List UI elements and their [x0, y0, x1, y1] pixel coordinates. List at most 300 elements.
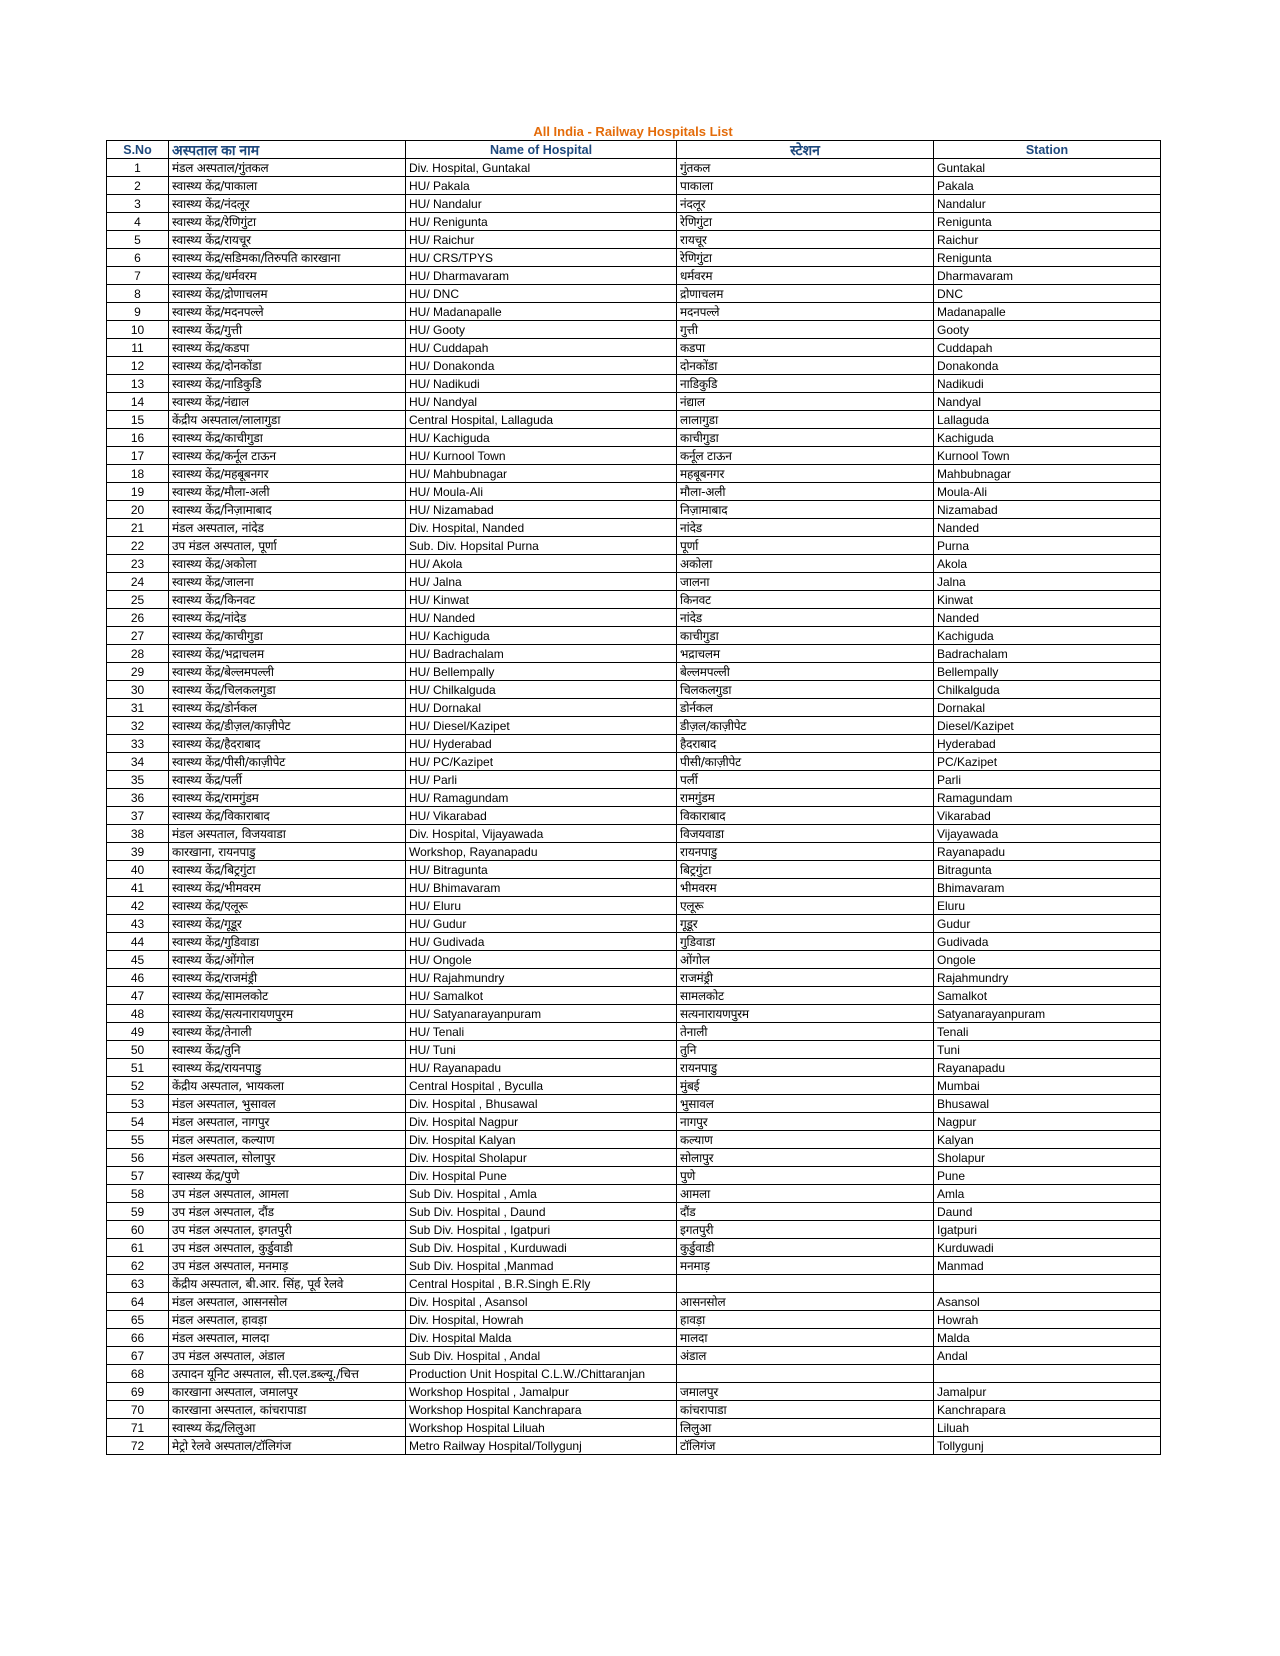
cell-name-english: HU/ Mahbubnagar: [406, 465, 677, 483]
cell-name-english: Sub Div. Hospital , Daund: [406, 1203, 677, 1221]
cell-name-english: HU/ Gudur: [406, 915, 677, 933]
cell-name-hindi: मंडल अस्पताल, कल्याण: [169, 1131, 406, 1149]
table-row: [107, 393, 1161, 411]
cell-station-hindi: नंदलूर: [677, 195, 934, 213]
cell-name-english: Central Hospital , B.R.Singh E.Rly: [406, 1275, 677, 1293]
cell-name-hindi: उप मंडल अस्पताल, पूर्णा: [169, 537, 406, 555]
cell-station-hindi: कडपा: [677, 339, 934, 357]
cell-station-english: Guntakal: [934, 159, 1161, 177]
cell-station-hindi: [677, 1365, 934, 1383]
cell-station-english: Kinwat: [934, 591, 1161, 609]
cell-station-english: Kachiguda: [934, 627, 1161, 645]
cell-station-hindi: नंद्याल: [677, 393, 934, 411]
cell-station-english: Rajahmundry: [934, 969, 1161, 987]
cell-name-hindi: स्वास्थ्य केंद्र/नांदेड: [169, 609, 406, 627]
cell-name-hindi: स्वास्थ्य केंद्र/काचीगुडा: [169, 429, 406, 447]
cell-station-english: Kanchrapara: [934, 1401, 1161, 1419]
cell-name-english: Sub Div. Hospital , Amla: [406, 1185, 677, 1203]
cell-name-english: HU/ Madanapalle: [406, 303, 677, 321]
cell-sno: 40: [107, 861, 169, 879]
cell-name-english: HU/ Nandyal: [406, 393, 677, 411]
cell-station-hindi: कल्याण: [677, 1131, 934, 1149]
cell-name-english: HU/ Badrachalam: [406, 645, 677, 663]
cell-station-english: Parli: [934, 771, 1161, 789]
table-row: [107, 1311, 1161, 1329]
cell-station-english: Nanded: [934, 519, 1161, 537]
cell-station-hindi: हैदराबाद: [677, 735, 934, 753]
cell-sno: 2: [107, 177, 169, 195]
cell-station-english: Daund: [934, 1203, 1161, 1221]
cell-name-hindi: स्वास्थ्य केंद्र/नाडिकुडि: [169, 375, 406, 393]
cell-name-hindi: उप मंडल अस्पताल, दौंड: [169, 1203, 406, 1221]
cell-station-hindi: [677, 1275, 934, 1293]
cell-sno: 65: [107, 1311, 169, 1329]
cell-station-english: Badrachalam: [934, 645, 1161, 663]
cell-station-hindi: इगतपुरी: [677, 1221, 934, 1239]
cell-sno: 55: [107, 1131, 169, 1149]
cell-name-hindi: कारखाना अस्पताल, कांचरापाडा: [169, 1401, 406, 1419]
cell-station-english: Rayanapadu: [934, 843, 1161, 861]
cell-sno: 4: [107, 213, 169, 231]
cell-station-hindi: बिट्रगुंटा: [677, 861, 934, 879]
cell-name-hindi: स्वास्थ्य केंद्र/लिलुआ: [169, 1419, 406, 1437]
cell-station-hindi: सत्यनारायणपुरम: [677, 1005, 934, 1023]
cell-station-english: Kurduwadi: [934, 1239, 1161, 1257]
table-row: [107, 717, 1161, 735]
table-row: [107, 1203, 1161, 1221]
cell-station-hindi: मदनपल्ले: [677, 303, 934, 321]
cell-station-hindi: रेणिगुंटा: [677, 213, 934, 231]
header-name-hindi: अस्पताल का नाम: [169, 141, 406, 159]
cell-sno: 14: [107, 393, 169, 411]
table-row: [107, 753, 1161, 771]
cell-sno: 19: [107, 483, 169, 501]
cell-station-english: Gudivada: [934, 933, 1161, 951]
cell-name-hindi: स्वास्थ्य केंद्र/नंद्याल: [169, 393, 406, 411]
cell-sno: 30: [107, 681, 169, 699]
cell-name-english: HU/ Dornakal: [406, 699, 677, 717]
cell-station-english: Akola: [934, 555, 1161, 573]
cell-sno: 51: [107, 1059, 169, 1077]
cell-name-english: HU/ Renigunta: [406, 213, 677, 231]
cell-name-english: HU/ Akola: [406, 555, 677, 573]
cell-sno: 27: [107, 627, 169, 645]
cell-station-english: Asansol: [934, 1293, 1161, 1311]
cell-station-english: Lallaguda: [934, 411, 1161, 429]
cell-name-hindi: स्वास्थ्य केंद्र/किनवट: [169, 591, 406, 609]
cell-name-english: HU/ Gudivada: [406, 933, 677, 951]
table-row: [107, 1077, 1161, 1095]
cell-station-hindi: गूडूर: [677, 915, 934, 933]
cell-name-hindi: कारखाना, रायनपाडु: [169, 843, 406, 861]
cell-station-english: Vikarabad: [934, 807, 1161, 825]
table-row: [107, 645, 1161, 663]
cell-sno: 52: [107, 1077, 169, 1095]
cell-name-hindi: स्वास्थ्य केंद्र/सत्यनारायणपुरम: [169, 1005, 406, 1023]
cell-name-hindi: स्वास्थ्य केंद्र/कडपा: [169, 339, 406, 357]
cell-station-hindi: डोर्नकल: [677, 699, 934, 717]
cell-station-hindi: विकाराबाद: [677, 807, 934, 825]
cell-station-english: Satyanarayanpuram: [934, 1005, 1161, 1023]
cell-sno: 32: [107, 717, 169, 735]
cell-station-hindi: भद्राचलम: [677, 645, 934, 663]
table-row: [107, 897, 1161, 915]
cell-name-english: HU/ Dharmavaram: [406, 267, 677, 285]
cell-sno: 17: [107, 447, 169, 465]
cell-station-english: Manmad: [934, 1257, 1161, 1275]
cell-sno: 12: [107, 357, 169, 375]
cell-sno: 13: [107, 375, 169, 393]
table-row: [107, 1329, 1161, 1347]
table-row: [107, 1149, 1161, 1167]
table-row: [107, 1275, 1161, 1293]
cell-station-hindi: राजमंड्री: [677, 969, 934, 987]
table-row: [107, 357, 1161, 375]
cell-sno: 33: [107, 735, 169, 753]
cell-station-hindi: डीज़ल/काज़ीपेट: [677, 717, 934, 735]
cell-sno: 42: [107, 897, 169, 915]
cell-station-hindi: रेणिगुंटा: [677, 249, 934, 267]
cell-station-hindi: पर्ली: [677, 771, 934, 789]
cell-name-hindi: स्वास्थ्य केंद्र/अकोला: [169, 555, 406, 573]
cell-name-english: Workshop, Rayanapadu: [406, 843, 677, 861]
cell-station-hindi: नागपुर: [677, 1113, 934, 1131]
table-row: [107, 159, 1161, 177]
cell-station-hindi: काचीगुडा: [677, 627, 934, 645]
cell-station-hindi: कर्नूल टाऊन: [677, 447, 934, 465]
cell-name-english: HU/ Bitragunta: [406, 861, 677, 879]
table-row: [107, 321, 1161, 339]
cell-station-english: Malda: [934, 1329, 1161, 1347]
cell-station-hindi: गुत्ती: [677, 321, 934, 339]
cell-name-hindi: उत्पादन यूनिट अस्पताल, सी.एल.डब्ल्यू./चित्त: [169, 1365, 406, 1383]
cell-name-english: HU/ Pakala: [406, 177, 677, 195]
cell-name-hindi: मंडल अस्पताल, भुसावल: [169, 1095, 406, 1113]
cell-station-english: Mahbubnagar: [934, 465, 1161, 483]
cell-station-hindi: लिलुआ: [677, 1419, 934, 1437]
cell-station-english: Pakala: [934, 177, 1161, 195]
cell-name-hindi: स्वास्थ्य केंद्र/भीमवरम: [169, 879, 406, 897]
cell-station-english: Kalyan: [934, 1131, 1161, 1149]
table-row: [107, 969, 1161, 987]
cell-station-hindi: तेनाली: [677, 1023, 934, 1041]
cell-station-english: DNC: [934, 285, 1161, 303]
cell-station-english: PC/Kazipet: [934, 753, 1161, 771]
table-row: [107, 1437, 1161, 1455]
cell-station-hindi: गुंतकल: [677, 159, 934, 177]
cell-name-hindi: स्वास्थ्य केंद्र/गुत्ती: [169, 321, 406, 339]
cell-station-hindi: तुनि: [677, 1041, 934, 1059]
cell-name-hindi: स्वास्थ्य केंद्र/पुणे: [169, 1167, 406, 1185]
table-row: [107, 501, 1161, 519]
cell-station-hindi: ओंगोल: [677, 951, 934, 969]
cell-sno: 44: [107, 933, 169, 951]
cell-station-english: Bhimavaram: [934, 879, 1161, 897]
cell-sno: 35: [107, 771, 169, 789]
cell-station-hindi: लालागुडा: [677, 411, 934, 429]
cell-station-english: Vijayawada: [934, 825, 1161, 843]
table-row: [107, 861, 1161, 879]
cell-station-hindi: चिलकलगुडा: [677, 681, 934, 699]
cell-name-english: Central Hospital , Byculla: [406, 1077, 677, 1095]
cell-station-english: Jamalpur: [934, 1383, 1161, 1401]
header-station-hindi: स्टेशन: [677, 141, 934, 159]
cell-name-english: Div. Hospital, Howrah: [406, 1311, 677, 1329]
cell-name-hindi: केंद्रीय अस्पताल, बी.आर. सिंह, पूर्व रेलवे: [169, 1275, 406, 1293]
table-row: [107, 465, 1161, 483]
cell-name-hindi: स्वास्थ्य केंद्र/धर्मवरम: [169, 267, 406, 285]
cell-name-hindi: स्वास्थ्य केंद्र/रायनपाडु: [169, 1059, 406, 1077]
table-row: [107, 789, 1161, 807]
table-row: [107, 1365, 1161, 1383]
cell-name-hindi: स्वास्थ्य केंद्र/पाकाला: [169, 177, 406, 195]
table-row: [107, 699, 1161, 717]
cell-name-hindi: स्वास्थ्य केंद्र/चिलकलगुडा: [169, 681, 406, 699]
header-station-english: Station: [934, 141, 1161, 159]
cell-station-english: Sholapur: [934, 1149, 1161, 1167]
cell-name-english: HU/ Gooty: [406, 321, 677, 339]
cell-sno: 9: [107, 303, 169, 321]
cell-name-english: HU/ Tuni: [406, 1041, 677, 1059]
cell-station-hindi: आसनसोल: [677, 1293, 934, 1311]
table-row: [107, 1131, 1161, 1149]
cell-station-english: Tenali: [934, 1023, 1161, 1041]
cell-station-hindi: द्रोणाचलम: [677, 285, 934, 303]
cell-name-english: Production Unit Hospital C.L.W./Chittaranjan: [406, 1365, 677, 1383]
cell-sno: 54: [107, 1113, 169, 1131]
cell-name-hindi: स्वास्थ्य केंद्र/विकाराबाद: [169, 807, 406, 825]
cell-name-english: HU/ Raichur: [406, 231, 677, 249]
cell-station-hindi: बेल्लमपल्ली: [677, 663, 934, 681]
cell-station-english: Gooty: [934, 321, 1161, 339]
cell-name-english: Sub Div. Hospital , Andal: [406, 1347, 677, 1365]
cell-station-hindi: मौला-अली: [677, 483, 934, 501]
cell-station-hindi: नांदेड: [677, 609, 934, 627]
cell-sno: 29: [107, 663, 169, 681]
cell-sno: 26: [107, 609, 169, 627]
cell-name-hindi: स्वास्थ्य केंद्र/दोनकोंडा: [169, 357, 406, 375]
table-row: [107, 1257, 1161, 1275]
cell-station-hindi: अंडाल: [677, 1347, 934, 1365]
cell-station-english: Kachiguda: [934, 429, 1161, 447]
cell-name-english: HU/ Satyanarayanpuram: [406, 1005, 677, 1023]
cell-station-hindi: भीमवरम: [677, 879, 934, 897]
cell-name-english: Div. Hospital, Guntakal: [406, 159, 677, 177]
cell-sno: 16: [107, 429, 169, 447]
cell-station-english: Pune: [934, 1167, 1161, 1185]
cell-sno: 59: [107, 1203, 169, 1221]
cell-sno: 25: [107, 591, 169, 609]
cell-name-english: Div. Hospital, Nanded: [406, 519, 677, 537]
cell-name-english: Central Hospital, Lallaguda: [406, 411, 677, 429]
page-title: All India - Railway Hospitals List: [533, 124, 733, 139]
cell-sno: 24: [107, 573, 169, 591]
cell-station-hindi: रायनपाडु: [677, 1059, 934, 1077]
cell-station-english: Dharmavaram: [934, 267, 1161, 285]
table-row: [107, 627, 1161, 645]
cell-station-english: Donakonda: [934, 357, 1161, 375]
cell-name-english: Div. Hospital Malda: [406, 1329, 677, 1347]
cell-name-english: HU/ Nanded: [406, 609, 677, 627]
cell-station-english: Diesel/Kazipet: [934, 717, 1161, 735]
cell-sno: 41: [107, 879, 169, 897]
cell-station-english: Nagpur: [934, 1113, 1161, 1131]
cell-station-english: Renigunta: [934, 213, 1161, 231]
cell-name-hindi: स्वास्थ्य केंद्र/गुडिवाडा: [169, 933, 406, 951]
cell-name-english: HU/ Rayanapadu: [406, 1059, 677, 1077]
table-row: [107, 1023, 1161, 1041]
cell-name-hindi: स्वास्थ्य केंद्र/सडिमका/तिरुपति कारखाना: [169, 249, 406, 267]
cell-station-hindi: सोलापुर: [677, 1149, 934, 1167]
cell-station-english: Nizamabad: [934, 501, 1161, 519]
table-row: [107, 933, 1161, 951]
cell-sno: 68: [107, 1365, 169, 1383]
table-row: [107, 537, 1161, 555]
cell-station-hindi: गुडिवाडा: [677, 933, 934, 951]
header-sno: S.No: [107, 141, 169, 159]
cell-name-english: HU/ Nadikudi: [406, 375, 677, 393]
cell-name-english: Div. Hospital Kalyan: [406, 1131, 677, 1149]
cell-sno: 5: [107, 231, 169, 249]
cell-station-hindi: मालदा: [677, 1329, 934, 1347]
table-row: [107, 483, 1161, 501]
cell-name-english: HU/ Kachiguda: [406, 429, 677, 447]
cell-station-hindi: किनवट: [677, 591, 934, 609]
table-row: [107, 555, 1161, 573]
cell-name-english: HU/ Parli: [406, 771, 677, 789]
cell-sno: 15: [107, 411, 169, 429]
cell-name-english: Sub Div. Hospital , Kurduwadi: [406, 1239, 677, 1257]
cell-station-english: Liluah: [934, 1419, 1161, 1437]
table-row: [107, 429, 1161, 447]
cell-station-english: Madanapalle: [934, 303, 1161, 321]
cell-station-english: Purna: [934, 537, 1161, 555]
table-row: [107, 1293, 1161, 1311]
table-row: [107, 195, 1161, 213]
hospitals-table: [106, 140, 1161, 1455]
cell-name-hindi: मंडल अस्पताल/गुंतकल: [169, 159, 406, 177]
cell-sno: 28: [107, 645, 169, 663]
cell-name-english: HU/ Jalna: [406, 573, 677, 591]
cell-station-hindi: टॉलिगंज: [677, 1437, 934, 1455]
cell-sno: 11: [107, 339, 169, 357]
cell-name-hindi: स्वास्थ्य केंद्र/बेल्लमपल्ली: [169, 663, 406, 681]
cell-station-hindi: नांदेड: [677, 519, 934, 537]
cell-name-english: HU/ Nandalur: [406, 195, 677, 213]
table-row: [107, 1059, 1161, 1077]
cell-station-english: Bitragunta: [934, 861, 1161, 879]
cell-name-english: HU/ Samalkot: [406, 987, 677, 1005]
cell-station-hindi: पीसी/काज़ीपेट: [677, 753, 934, 771]
cell-sno: 8: [107, 285, 169, 303]
table-row: [107, 1383, 1161, 1401]
cell-station-hindi: मुंबई: [677, 1077, 934, 1095]
cell-station-english: Samalkot: [934, 987, 1161, 1005]
cell-station-english: Cuddapah: [934, 339, 1161, 357]
cell-station-hindi: दोनकोंडा: [677, 357, 934, 375]
cell-name-hindi: मंडल अस्पताल, मालदा: [169, 1329, 406, 1347]
cell-station-hindi: महबूबनगर: [677, 465, 934, 483]
table-row: [107, 843, 1161, 861]
cell-name-hindi: स्वास्थ्य केंद्र/रेणिगुंटा: [169, 213, 406, 231]
table-row: [107, 339, 1161, 357]
cell-name-hindi: स्वास्थ्य केंद्र/तुनि: [169, 1041, 406, 1059]
table-row: [107, 177, 1161, 195]
table-row: [107, 951, 1161, 969]
cell-sno: 49: [107, 1023, 169, 1041]
cell-sno: 36: [107, 789, 169, 807]
table-row: [107, 249, 1161, 267]
cell-sno: 10: [107, 321, 169, 339]
cell-name-hindi: मंडल अस्पताल, सोलापुर: [169, 1149, 406, 1167]
table-row: [107, 1095, 1161, 1113]
table-row: [107, 681, 1161, 699]
table-row: [107, 735, 1161, 753]
cell-name-hindi: स्वास्थ्य केंद्र/हैदराबाद: [169, 735, 406, 753]
cell-name-english: HU/ PC/Kazipet: [406, 753, 677, 771]
cell-name-hindi: स्वास्थ्य केंद्र/पर्ली: [169, 771, 406, 789]
cell-station-english: Ongole: [934, 951, 1161, 969]
cell-sno: 63: [107, 1275, 169, 1293]
cell-name-english: Div. Hospital Nagpur: [406, 1113, 677, 1131]
cell-station-hindi: कांचरापाडा: [677, 1401, 934, 1419]
cell-name-hindi: स्वास्थ्य केंद्र/मदनपल्ले: [169, 303, 406, 321]
cell-station-english: Bhusawal: [934, 1095, 1161, 1113]
cell-sno: 50: [107, 1041, 169, 1059]
cell-station-english: Howrah: [934, 1311, 1161, 1329]
cell-station-hindi: रायचूर: [677, 231, 934, 249]
cell-name-english: HU/ Cuddapah: [406, 339, 677, 357]
table-row: [107, 1185, 1161, 1203]
cell-sno: 22: [107, 537, 169, 555]
cell-sno: 72: [107, 1437, 169, 1455]
cell-name-english: HU/ Donakonda: [406, 357, 677, 375]
cell-name-hindi: स्वास्थ्य केंद्र/सामलकोट: [169, 987, 406, 1005]
cell-sno: 61: [107, 1239, 169, 1257]
cell-sno: 69: [107, 1383, 169, 1401]
cell-sno: 18: [107, 465, 169, 483]
cell-sno: 66: [107, 1329, 169, 1347]
cell-sno: 7: [107, 267, 169, 285]
cell-sno: 57: [107, 1167, 169, 1185]
cell-sno: 67: [107, 1347, 169, 1365]
table-row: [107, 663, 1161, 681]
table-row: [107, 1347, 1161, 1365]
cell-name-english: HU/ Rajahmundry: [406, 969, 677, 987]
cell-station-english: Hyderabad: [934, 735, 1161, 753]
cell-station-english: Tollygunj: [934, 1437, 1161, 1455]
cell-station-hindi: आमला: [677, 1185, 934, 1203]
cell-name-hindi: स्वास्थ्य केंद्र/द्रोणाचलम: [169, 285, 406, 303]
cell-name-english: Workshop Hospital Kanchrapara: [406, 1401, 677, 1419]
cell-name-english: HU/ Hyderabad: [406, 735, 677, 753]
cell-name-hindi: स्वास्थ्य केंद्र/नंदलूर: [169, 195, 406, 213]
cell-name-english: Div. Hospital , Bhusawal: [406, 1095, 677, 1113]
cell-station-english: Ramagundam: [934, 789, 1161, 807]
cell-name-english: HU/ DNC: [406, 285, 677, 303]
cell-name-hindi: मंडल अस्पताल, हावड़ा: [169, 1311, 406, 1329]
cell-station-english: Nandalur: [934, 195, 1161, 213]
cell-name-hindi: मंडल अस्पताल, नांदेड: [169, 519, 406, 537]
cell-sno: 53: [107, 1095, 169, 1113]
cell-station-english: Nadikudi: [934, 375, 1161, 393]
cell-station-english: Raichur: [934, 231, 1161, 249]
cell-sno: 45: [107, 951, 169, 969]
cell-sno: 62: [107, 1257, 169, 1275]
table-row: [107, 1239, 1161, 1257]
cell-name-hindi: स्वास्थ्य केंद्र/निज़ामाबाद: [169, 501, 406, 519]
cell-name-hindi: स्वास्थ्य केंद्र/राजमंड्री: [169, 969, 406, 987]
